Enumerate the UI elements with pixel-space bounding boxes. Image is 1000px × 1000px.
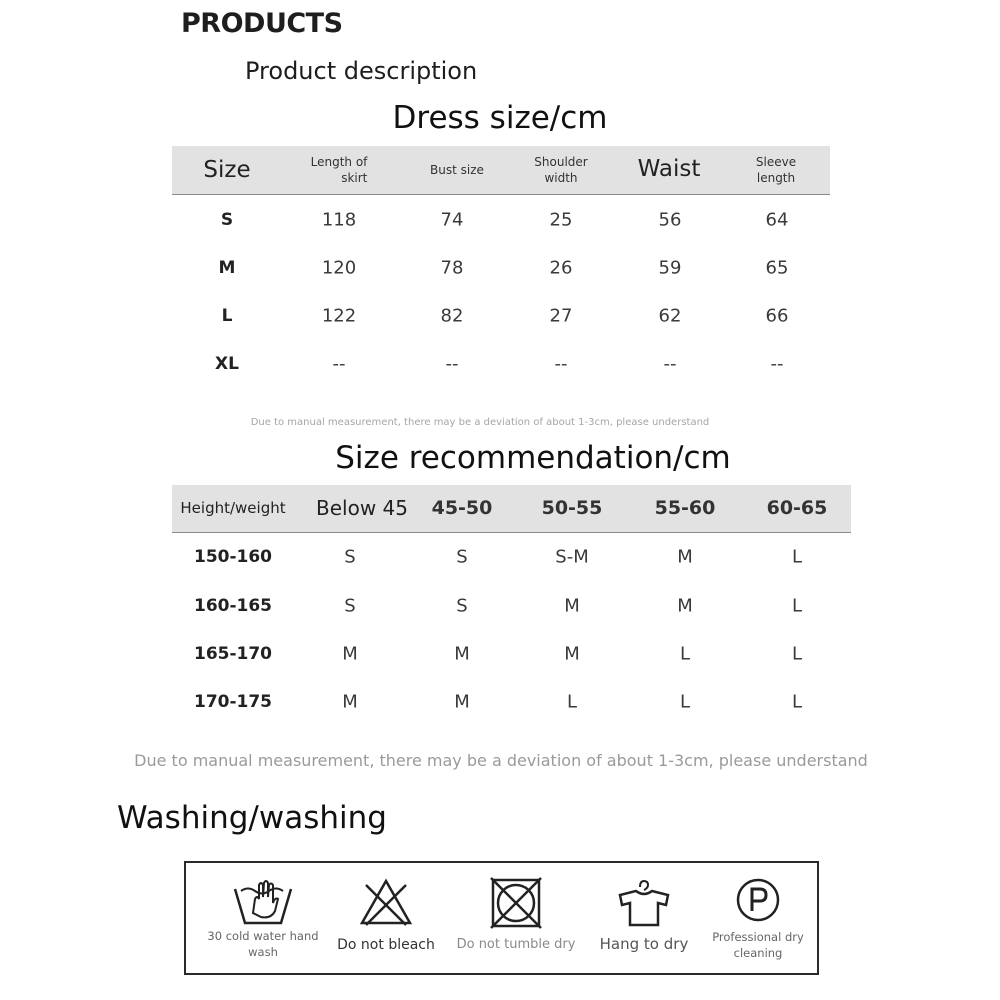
dress-size-table: [172, 146, 830, 396]
hang-dry-icon: [616, 877, 672, 929]
recommend-row-size: M: [564, 643, 580, 665]
header-waist: Waist: [637, 156, 701, 182]
header-height-weight: Height/weight: [180, 499, 286, 517]
wash-item-hang-dry: [582, 863, 706, 973]
recommend-row-size: S: [456, 595, 468, 617]
recommend-row-height-label: 150-160: [193, 547, 273, 567]
header-sleeve-length: Sleeve length: [755, 155, 797, 185]
dress-row-value: 59: [658, 257, 682, 279]
dress-row-value: 66: [765, 305, 789, 327]
dress-row-value: 26: [549, 257, 573, 279]
wash-item-dry-cleaning: [696, 863, 820, 973]
wash-item-no-tumble-dry: [452, 863, 580, 973]
recommend-row-size: M: [342, 691, 358, 713]
washing-title: Washing/washing: [117, 800, 387, 836]
recommend-row-size: S: [456, 546, 468, 568]
hand-wash-label: 30 cold water hand wash: [207, 929, 319, 959]
recommend-row-size: M: [677, 546, 693, 568]
dress-row-value: 74: [440, 209, 464, 231]
header-below-45: Below 45: [316, 496, 408, 520]
no-tumble-dry-icon: [490, 877, 542, 929]
dress-row-value: 82: [440, 305, 464, 327]
size-recommendation-table: [172, 485, 851, 730]
dress-row-size-label: L: [221, 306, 233, 326]
dress-measurement-note: Due to manual measurement, there may be a deviation of about 1-3cm, please understand: [250, 417, 710, 428]
recommend-row-size: L: [791, 643, 803, 665]
dress-row-value: 56: [658, 209, 682, 231]
recommend-row-size: S-M: [555, 546, 589, 568]
washing-instructions-box: [184, 861, 819, 975]
no-tumble-dry-label: Do not tumble dry: [456, 937, 576, 952]
no-bleach-label: Do not bleach: [337, 937, 435, 953]
dress-row-value: 65: [765, 257, 789, 279]
header-60-65: 60-65: [766, 497, 828, 519]
dry-cleaning-label: Professional dry cleaning: [712, 930, 804, 960]
header-shoulder-width: Shoulder width: [534, 155, 588, 185]
dress-row-value: --: [554, 353, 568, 375]
dress-row-size-label: M: [218, 258, 236, 278]
header-45-50: 45-50: [431, 497, 493, 519]
professional-dry-clean-icon: [735, 877, 781, 923]
dress-row-value: 64: [765, 209, 789, 231]
hang-dry-label: Hang to dry: [599, 935, 689, 953]
dress-row-value: 122: [321, 305, 357, 327]
recommend-row-size: L: [791, 546, 803, 568]
size-recommendation-title: Size recommendation/cm: [335, 440, 731, 476]
header-skirt-length: Length of skirt: [310, 155, 368, 185]
recommend-row-size: S: [344, 595, 356, 617]
product-description-heading: Product description: [245, 57, 478, 85]
no-bleach-icon: [359, 877, 413, 927]
dress-row-value: --: [445, 353, 459, 375]
recommend-row-height-label: 165-170: [193, 644, 273, 664]
wash-item-no-bleach: [324, 863, 448, 973]
dress-size-table-header: [172, 146, 830, 195]
recommend-row-size: L: [679, 643, 691, 665]
recommend-row-size: M: [677, 595, 693, 617]
recommend-row-size: M: [454, 691, 470, 713]
dress-row-size-label: S: [220, 210, 234, 230]
dress-row-value: 78: [440, 257, 464, 279]
recommend-row-height-label: 170-175: [193, 692, 273, 712]
recommend-row-size: M: [342, 643, 358, 665]
recommend-row-size: L: [566, 691, 578, 713]
dress-row-value: 27: [549, 305, 573, 327]
recommend-row-size: M: [564, 595, 580, 617]
wash-item-hand-wash: [198, 863, 328, 973]
dress-row-value: --: [332, 353, 346, 375]
header-55-60: 55-60: [654, 497, 716, 519]
recommend-row-size: L: [679, 691, 691, 713]
page-title: PRODUCTS: [181, 8, 343, 39]
header-size: Size: [203, 157, 251, 183]
recommend-row-size: M: [454, 643, 470, 665]
recommend-row-height-label: 160-165: [193, 596, 273, 616]
dress-row-value: 120: [321, 257, 357, 279]
dress-row-value: 118: [321, 209, 357, 231]
dress-row-value: 62: [658, 305, 682, 327]
size-recommendation-header: [172, 485, 851, 533]
recommend-row-size: S: [344, 546, 356, 568]
dress-row-value: --: [663, 353, 677, 375]
recommendation-measurement-note: Due to manual measurement, there may be a deviation of about 1-3cm, please understand: [134, 751, 868, 770]
header-bust-size: Bust size: [430, 163, 484, 177]
header-50-55: 50-55: [541, 497, 603, 519]
dress-row-value: --: [770, 353, 784, 375]
hand-wash-icon: [231, 877, 295, 927]
dress-row-value: 25: [549, 209, 573, 231]
recommend-row-size: L: [791, 691, 803, 713]
dress-size-title: Dress size/cm: [392, 100, 608, 136]
recommend-row-size: L: [791, 595, 803, 617]
dress-row-size-label: XL: [215, 354, 239, 374]
